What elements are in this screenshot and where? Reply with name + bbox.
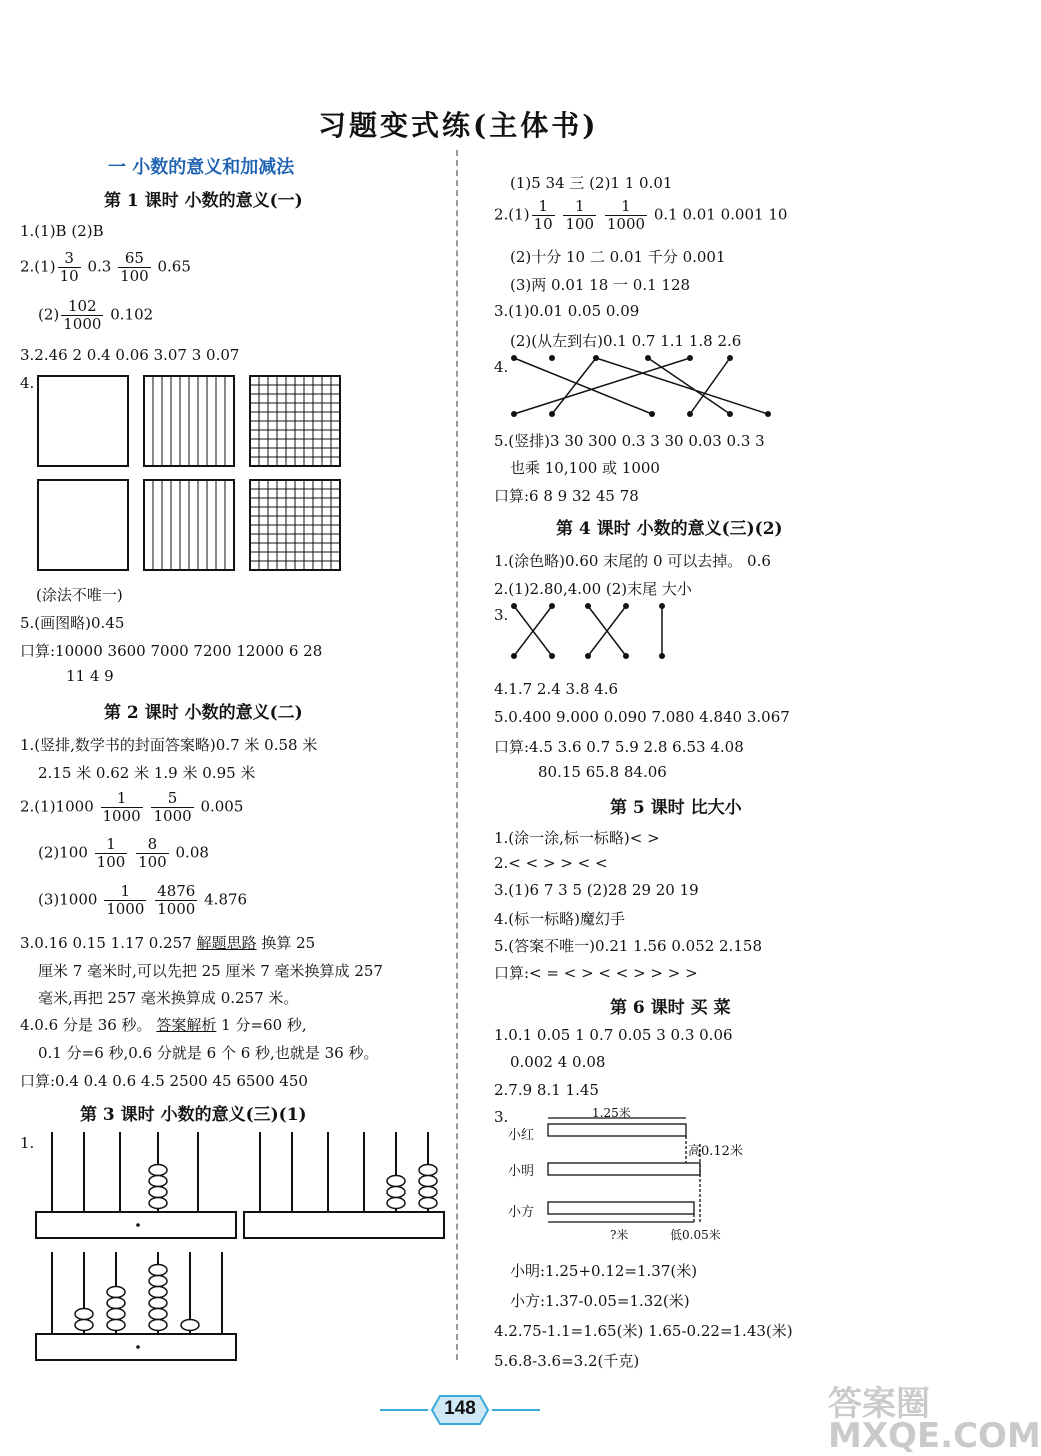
square-1 <box>38 376 128 466</box>
l1-q4: 4. <box>20 374 35 392</box>
page-title: 习题变式练(主体书) <box>318 109 599 142</box>
lesson-2-title: 第 2 课时 小数的意义(二) <box>104 703 303 723</box>
diagram-label-question: ?米 <box>610 1228 629 1242</box>
diagram-label-low: 低0.05米 <box>670 1228 721 1242</box>
hint-tag: 解题思路 <box>196 934 257 952</box>
l6-q3: 3. <box>494 1108 509 1126</box>
l2-q3b: 厘米 7 毫米时,可以先把 25 厘米 7 毫米换算成 257 <box>38 962 383 980</box>
diagram-label-ming: 小明 <box>508 1164 535 1179</box>
l1-q3: 3.2.46 2 0.4 0.06 3.07 3 0.07 <box>20 346 240 364</box>
section-heading: 一 小数的意义和加减法 <box>108 157 295 178</box>
r-q3b: (2)(从左到右)0.1 0.7 1.1 1.8 2.6 <box>510 332 742 350</box>
l2-q2a: 2.(1)1000 $\frac{1}{1000}$ $\frac{5}{1000}$ 0.005 <box>20 789 244 825</box>
matching-lines-1 <box>506 352 786 422</box>
l1-q2b: (2) $\frac{102}{1000}$ 0.102 <box>38 297 154 333</box>
l2-q4b: 0.1 分=6 秒,0.6 分就是 6 个 6 秒,也就是 36 秒。 <box>38 1044 379 1062</box>
abacus-3 <box>36 1252 236 1360</box>
diagram-label-top: 1.25米 <box>592 1106 631 1120</box>
r-q3a: 3.(1)0.01 0.05 0.09 <box>494 302 640 320</box>
l2-q1a: 1.(竖排,数学书的封面答案略)0.7 米 0.58 米 <box>20 736 318 754</box>
l6-q1a: 1.0.1 0.05 1 0.7 0.05 3 0.3 0.06 <box>494 1026 733 1044</box>
l4-oral-1: 口算:4.5 3.6 0.7 5.9 2.8 6.53 4.08 <box>494 738 744 756</box>
diagram-label-fang: 小方 <box>508 1205 535 1220</box>
bar-diagram <box>506 1104 766 1238</box>
l6-q4: 4.2.75-1.1=1.65(米) 1.65-0.22=1.43(米) <box>494 1322 793 1340</box>
r-q4: 4. <box>494 358 509 376</box>
l5-q1: 1.(涂一涂,标一标略)< > <box>494 829 660 847</box>
grid-figures <box>36 374 336 576</box>
l1-q5: 5.(画图略)0.45 <box>20 614 125 632</box>
l2-oral: 口算:0.4 0.4 0.6 4.5 2500 45 6500 450 <box>20 1072 308 1090</box>
l6-calc-2: 小方:1.37-0.05=1.32(米) <box>510 1292 690 1310</box>
l1-q1: 1.(1)B (2)B <box>20 222 104 240</box>
l6-q1b: 0.002 4 0.08 <box>510 1053 606 1071</box>
l4-oral-2: 80.15 65.8 84.06 <box>538 763 667 781</box>
l4-q5: 5.0.400 9.000 0.090 7.080 4.840 3.067 <box>494 708 790 726</box>
lesson-3-title: 第 3 课时 小数的意义(三)(1) <box>80 1105 307 1125</box>
r-l3-q1: (1)5 34 三 (2)1 1 0.01 <box>510 174 673 192</box>
abacus-1 <box>36 1132 236 1238</box>
l5-q2: 2.< < > > < < <box>494 854 608 872</box>
l4-q1: 1.(涂色略)0.60 末尾的 0 可以去掉。 0.6 <box>494 552 771 570</box>
l2-q2b: (2)100 $\frac{1}{100}$ $\frac{8}{100}$ 0.08 <box>38 835 209 871</box>
r-q5a: 5.(竖排)3 30 300 0.3 3 30 0.03 0.3 3 <box>494 432 765 450</box>
l6-q2: 2.7.9 8.1 1.45 <box>494 1081 599 1099</box>
l5-oral: 口算:< = < > < < > > > > <box>494 964 698 982</box>
l1-q4-note: (涂法不唯一) <box>36 586 123 604</box>
l6-q5: 5.6.8-3.6=3.2(千克) <box>494 1352 640 1370</box>
l5-q4: 4.(标一标略)魔幻手 <box>494 910 626 928</box>
l1-q2a: 2.(1) $\frac{3}{10}$ 0.3 $\frac{65}{100}$ 0.65 <box>20 249 191 285</box>
l3-q1: 1. <box>20 1134 35 1152</box>
l4-q3: 3. <box>494 606 509 624</box>
l4-q2: 2.(1)2.80,4.00 (2)末尾 大小 <box>494 580 692 598</box>
r-oral-1: 口算:6 8 9 32 45 78 <box>494 487 639 505</box>
l1-oral-2: 11 4 9 <box>66 667 114 685</box>
lesson-4-title: 第 4 课时 小数的意义(三)(2) <box>556 519 783 539</box>
analysis-tag: 答案解析 <box>156 1016 217 1034</box>
l2-q2c: (3)1000 $\frac{1}{1000}$ $\frac{4876}{1000}$ 4.876 <box>38 882 248 918</box>
l2-q3c: 毫米,再把 257 毫米换算成 0.257 米。 <box>38 989 299 1007</box>
abacus-figures <box>34 1128 448 1368</box>
r-q2b: (2)十分 10 二 0.01 千分 0.001 <box>510 248 726 266</box>
l2-q3a: 3.0.16 0.15 1.17 0.257 解题思路 换算 25 <box>20 934 316 952</box>
abacus-2 <box>244 1132 444 1238</box>
lesson-1-title: 第 1 课时 小数的意义(一) <box>104 191 303 211</box>
diagram-label-red: 小红 <box>508 1128 535 1143</box>
column-divider <box>456 150 458 1360</box>
l2-q4a: 4.0.6 分是 36 秒。 答案解析 1 分=60 秒, <box>20 1016 307 1034</box>
r-q2a: 2.(1) $\frac{1}{10}$ $\frac{1}{100}$ $\frac{1}{1000}$ 0.1 0.01 0.001 10 <box>494 197 788 233</box>
l5-q5: 5.(答案不唯一)0.21 1.56 0.052 2.158 <box>494 937 763 955</box>
l2-q1b: 2.15 米 0.62 米 1.9 米 0.95 米 <box>38 764 256 782</box>
diagram-label-high: 高0.12米 <box>688 1144 743 1159</box>
r-q2c: (3)两 0.01 18 一 0.1 128 <box>510 276 691 294</box>
l1-oral-1: 口算:10000 3600 7000 7200 12000 6 28 <box>20 642 323 660</box>
l5-q3: 3.(1)6 7 3 5 (2)28 29 20 19 <box>494 881 699 899</box>
matching-lines-2 <box>506 600 676 664</box>
page-number: 148 <box>444 1398 476 1419</box>
watermark: 答案圈 MXQE.COM <box>828 1384 1041 1456</box>
l6-calc-1: 小明:1.25+0.12=1.37(米) <box>510 1262 698 1280</box>
lesson-5-title: 第 5 课时 比大小 <box>610 798 742 818</box>
l4-q4: 4.1.7 2.4 3.8 4.6 <box>494 680 619 698</box>
square-4 <box>38 480 128 570</box>
lesson-6-title: 第 6 课时 买 菜 <box>610 998 731 1018</box>
r-q5b: 也乘 10,100 或 1000 <box>510 459 660 477</box>
